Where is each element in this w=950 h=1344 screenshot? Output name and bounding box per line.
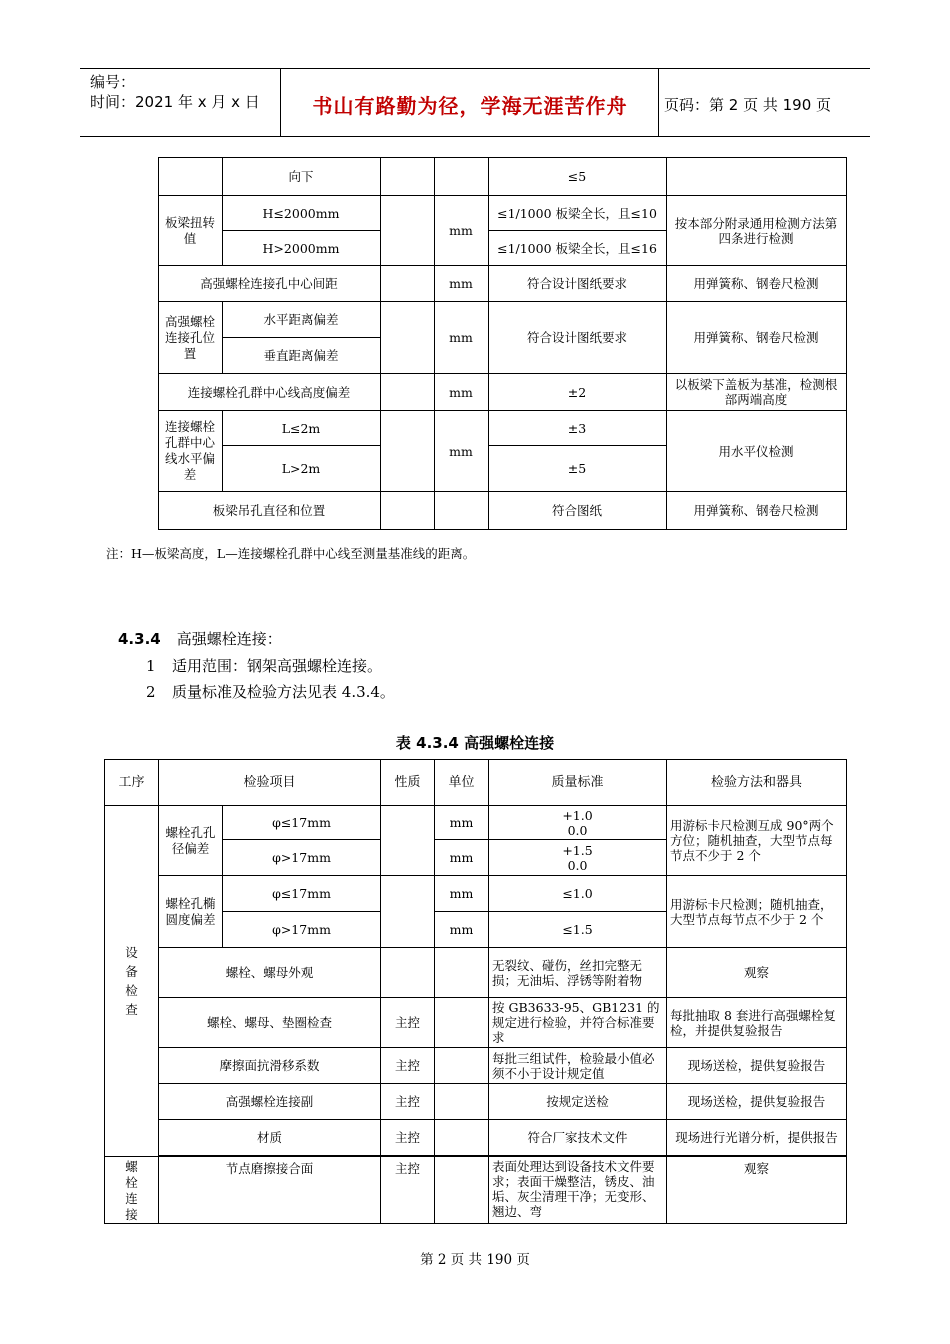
sub-item-label: φ>17mm [223,912,381,948]
section-title: 高强螺栓连接： [176,630,282,648]
nature-value: 主控 [381,1157,435,1224]
section-heading [118,628,282,649]
unit-value: mm [434,302,488,374]
column-header: 单位 [435,760,489,806]
table-row [105,806,847,840]
unit-value: mm [435,876,489,912]
header-motto: 书山有路勤为径，学海无涯苦作舟 [312,94,628,118]
standard-value: 符合厂家技术文件 [489,1120,667,1156]
category-label: 高强螺栓连接孔位置 [158,302,222,374]
unit-value: mm [434,411,488,492]
table-note: 注：H—板梁高度，L—连接螺栓孔群中心线至测量基准线的距离。 [106,546,476,561]
list-item [146,655,382,676]
method-value: 用水平仪检测 [666,411,846,492]
sub-item-label: φ>17mm [223,840,381,876]
method-value: 按本部分附录通用检测方法第四条进行检测 [666,196,846,266]
table-row [105,1084,847,1120]
page-footer: 第 2 页 共 190 页 [420,1252,530,1268]
sub-item-label: φ≤17mm [223,806,381,840]
header-divider-left [280,68,281,136]
unit-value: mm [435,806,489,840]
method-value: 现场进行光谱分析，提供报告 [667,1120,847,1156]
standard-value: ±5 [488,446,666,492]
standard-value: ≤1.0 [489,876,667,912]
header-number: 编号： [90,73,136,91]
unit-value: mm [434,196,488,266]
table-row [105,1048,847,1084]
item-label: 高强螺栓连接孔中心间距 [158,266,380,302]
nature-value: 主控 [381,998,435,1048]
sub-item-label: H>2000mm [222,231,380,266]
column-header: 工序 [105,760,159,806]
standard-value: ≤1/1000 板梁全长，且≤16 [488,231,666,266]
nature-value: 主控 [381,1084,435,1120]
list-item-number: 2 [146,683,156,701]
item-label: 板梁吊孔直径和位置 [158,492,380,530]
table-caption: 表 4.3.4 高强螺栓连接 [395,734,555,752]
list-item [146,681,395,702]
table-row [104,302,846,338]
table-row [105,948,847,998]
header-time: 时间：2021 年 x 月 x 日 [90,93,260,111]
list-item-number: 1 [146,657,156,675]
sub-item-label: 水平距离偏差 [222,302,380,338]
method-value: 每批抽取 8 套进行高强螺栓复检，并提供复验报告 [667,998,847,1048]
table-header-row [105,760,847,806]
table-row [104,492,846,530]
list-item-text: 质量标准及检验方法见表 4.3.4。 [172,683,395,701]
standard-value: ±2 [488,374,666,411]
item-label: 连接螺栓孔群中心线高度偏差 [158,374,380,411]
process-group-equipment: 设备检查 [105,806,159,1157]
item-label: 节点磨擦接合面 [159,1157,381,1224]
header-divider-right [658,68,659,136]
category-label: 连接螺栓孔群中心线水平偏差 [158,411,222,492]
table-row [105,1120,847,1156]
header-page-number: 页码：第 2 页 共 190 页 [664,96,832,114]
category-label: 螺栓孔椭圆度偏差 [159,876,223,948]
standard-value: +1.5 0.0 [489,840,667,876]
standard-value: 每批三组试件，检验最小值必须不小于设计规定值 [489,1048,667,1084]
process-cell-blank [104,158,158,492]
item-label: 向下 [222,158,380,196]
item-label: 材质 [159,1120,381,1156]
standard-value: 按 GB3633-95、GB1231 的规定进行检验，并符合标准要求 [489,998,667,1048]
column-header: 性质 [381,760,435,806]
unit-value: mm [435,912,489,948]
inspection-table-continued [104,157,847,530]
sub-item-label: L≤2m [222,411,380,446]
method-value: 用游标卡尺检测；随机抽查，大型节点每节点不少于 2 个 [667,876,847,948]
standard-value: 无裂纹、碰伤，丝扣完整无损；无油垢、浮锈等附着物 [489,948,667,998]
method-value: 用弹簧称、钢卷尺检测 [666,492,846,530]
method-value: 现场送检，提供复验报告 [667,1048,847,1084]
bolt-connection-table [104,759,847,1224]
method-value: 以板梁下盖板为基准，检测根部两端高度 [666,374,846,411]
header-top-rule [80,68,870,69]
list-item-text: 适用范围：钢架高强螺栓连接。 [172,657,383,675]
standard-value: ±3 [488,411,666,446]
unit-value: mm [435,840,489,876]
standard-value: 符合设计图纸要求 [488,302,666,374]
sub-item-label: L>2m [222,446,380,492]
table-row [104,158,846,196]
process-group-bolt-connection: 螺栓连接 [105,1157,159,1224]
standard-value: 表面处理达到设备技术文件要求；表面干燥整洁，锈皮、油垢、灰尘清理干净；无变形、翘边、弯 [489,1157,667,1224]
sub-item-label: φ≤17mm [223,876,381,912]
method-value: 用弹簧称、钢卷尺检测 [666,266,846,302]
standard-value: 按规定送检 [489,1084,667,1120]
section-number: 4.3.4 [118,630,161,648]
header-meta [90,72,260,112]
column-header: 检验方法和器具 [667,760,847,806]
table-row [104,196,846,231]
unit-value: mm [434,266,488,302]
column-header: 质量标准 [489,760,667,806]
standard-value: +1.0 0.0 [489,806,667,840]
unit-value: mm [434,374,488,411]
method-value: 观察 [667,1157,847,1224]
method-value: 现场送检，提供复验报告 [667,1084,847,1120]
standard-value: 符合图纸 [488,492,666,530]
table-row [104,266,846,302]
item-label: 螺栓、螺母外观 [159,948,381,998]
standard-value: ≤1/1000 板梁全长，且≤10 [488,196,666,231]
sub-item-label: 垂直距离偏差 [222,338,380,374]
sub-item-label: H≤2000mm [222,196,380,231]
table-row [105,998,847,1048]
standard-value: ≤5 [488,158,666,196]
table-row [105,1157,847,1224]
table-row [105,876,847,912]
method-value: 用弹簧称、钢卷尺检测 [666,302,846,374]
standard-value: ≤1.5 [489,912,667,948]
method-value: 观察 [667,948,847,998]
nature-value: 主控 [381,1048,435,1084]
standard-value: 符合设计图纸要求 [488,266,666,302]
table-row [104,374,846,411]
header-bottom-rule [80,136,870,137]
category-label: 螺栓孔孔径偏差 [159,806,223,876]
table-row [104,411,846,446]
item-label: 螺栓、螺母、垫圈检查 [159,998,381,1048]
nature-value: 主控 [381,1120,435,1156]
method-value: 用游标卡尺检测互成 90°两个方位；随机抽查，大型节点每节点不少于 2 个 [667,806,847,876]
item-label: 摩擦面抗滑移系数 [159,1048,381,1084]
item-label: 高强螺栓连接副 [159,1084,381,1120]
column-header: 检验项目 [159,760,381,806]
category-label: 板梁扭转值 [158,196,222,266]
